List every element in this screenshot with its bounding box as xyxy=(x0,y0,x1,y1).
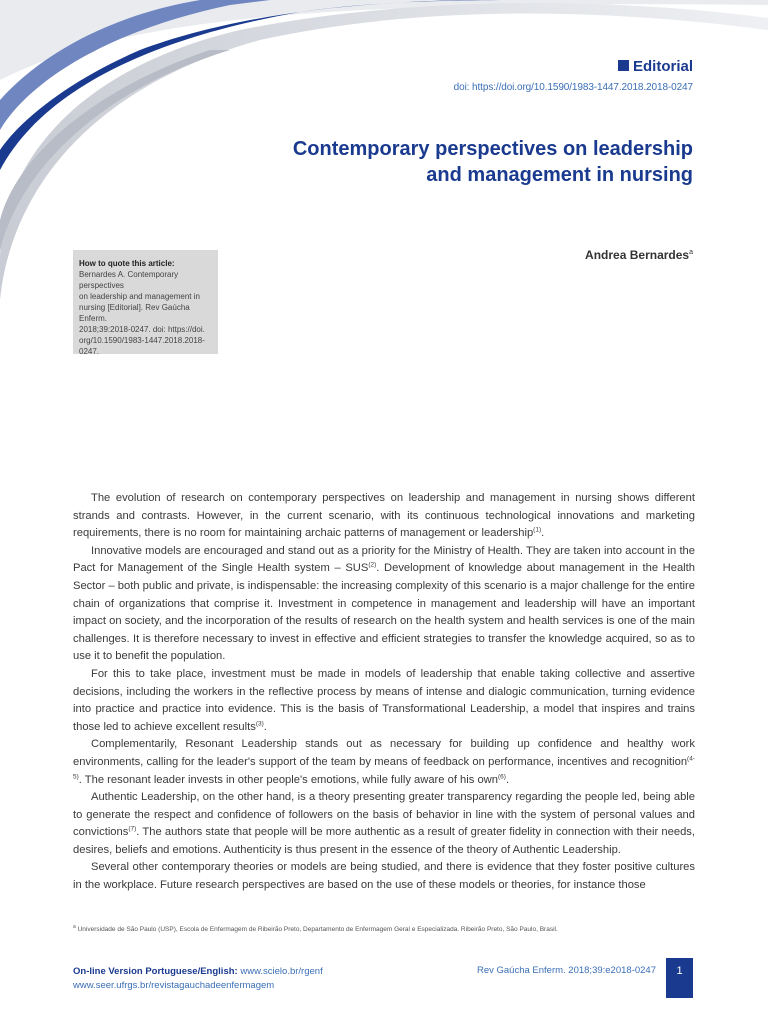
quote-line: org/10.1590/1983-1447.2018.2018- xyxy=(79,336,205,345)
author-mark: a xyxy=(689,249,693,256)
journal-citation: Rev Gaúcha Enferm. 2018;39:e2018-0247 xyxy=(476,965,656,976)
title-line-1: Contemporary perspectives on leadership xyxy=(292,138,693,160)
paragraph-text: The evolution of research on contemporary perspectives on leadership and management in nursing shows different strands and contrasts. However, in the current scenario, with its continuous technological innovations and marketing requirements, there is no room for maintaining archaic patterns of management or leadership xyxy=(73,492,695,540)
page-number: 1 xyxy=(666,958,693,998)
section-label-text: Editorial xyxy=(632,58,693,75)
paragraph-text: Authentic Leadership, on the other hand, is a theory presenting greater transparency regarding the people led, being able to generate the respect and confidence of followers on the basis of behavior in line with the system of personal values and convictions xyxy=(73,791,695,839)
paragraph-text: . The authors state that people will be more authentic as a result of greater fidelity in connection with their needs, desires, beliefs and emotions. Authenticity is thus present in the essence of the theory of Authentic Leadership. xyxy=(73,826,695,856)
paragraph-text: For this to take place, investment must be made in models of leadership that enable taking collective and assertive decisions, including the workers in the reflective process by means of intense and dialogic communication, turning evidence into practice and practice into evidence. This is the basis of Transformational Leadership, a model that inspires and trains those led to achieve excellent results xyxy=(73,667,695,733)
reference-marker: (3) xyxy=(255,719,264,727)
section-label xyxy=(618,58,693,75)
paragraph-text: . xyxy=(541,527,545,540)
paragraph-text: . The resonant leader invests in other people's emotions, while fully aware of his own xyxy=(78,773,498,786)
paragraph xyxy=(73,543,695,666)
paragraph-text: . Development of knowledge about management in the Health Sector – both public and private, is indispensable: the increasing complexity of this scenario is a major challenge for the entire chain of organizations that comprise it. Investment in competence in management and leadership will have an important impact on society, and the incorporation of the results of research on the health system and health services is one of the main challenges. It is therefore necessary to invest in effective and efficient strategies to transfer the knowledge acquired, so as to use it to benefit the population. xyxy=(73,562,695,663)
paragraph-text: Innovative models are encouraged and stand out as a priority for the Ministry of Health. They are taken into account in the Pact for Management of the Single Health system – SUS xyxy=(73,544,695,575)
quote-line: 0247. xyxy=(79,347,100,356)
paragraph xyxy=(73,490,695,543)
quote-line: on leadership and management in xyxy=(79,292,200,301)
title-line-2: and management in nursing xyxy=(426,164,693,186)
seer-link[interactable]: www.seer.ufrgs.br/revistagauchadeenfermagem xyxy=(73,980,275,991)
article-body xyxy=(73,490,695,895)
paragraph-text: Complementarily, Resonant Leadership stands out as necessary for building up confidence and healthy work environments, calling for the leader's support of the team by means of feedback on performance, incentives and recognition xyxy=(73,738,695,768)
quote-line: nursing [Editorial]. Rev Gaúcha Enferm. xyxy=(79,303,190,323)
section-square-icon xyxy=(618,60,629,71)
reference-marker: (4-5) xyxy=(73,755,695,780)
quote-heading: How to quote this article: xyxy=(79,259,175,268)
version-label: On-line Version Portuguese/English: xyxy=(73,966,238,977)
scielo-link[interactable]: www.scielo.br/rgenf xyxy=(240,966,323,977)
reference-marker: (1) xyxy=(533,526,542,534)
paragraph xyxy=(73,736,695,789)
quote-line: 2018;39:2018-0247. doi: https://doi. xyxy=(79,325,205,334)
paragraph xyxy=(73,789,695,859)
reference-marker: (7) xyxy=(128,825,137,833)
reference-marker: (2) xyxy=(368,561,377,569)
footnote-mark: a xyxy=(73,924,76,930)
paragraph-text: . xyxy=(263,720,267,733)
how-to-quote-box xyxy=(73,250,218,354)
doi-link[interactable]: doi: https://doi.org/10.1590/1983-1447.2018.2018-0247 xyxy=(453,82,693,93)
affiliation-footnote xyxy=(73,924,695,933)
footnote-text: Universidade de São Paulo (USP), Escola de Enfermagem de Ribeirão Preto, Departamento de Enfermagem Geral e Especializada. Ribeirão Preto, São Paulo, Brasil. xyxy=(77,926,558,934)
author-name: Andrea Bernardes xyxy=(585,248,690,262)
author xyxy=(585,248,693,262)
paragraph: Several other contemporary theories or models are being studied, and there is evidence that they foster positive cultures in the workplace. Future research perspectives are based on the use of these models or theories, for instance those xyxy=(73,861,695,892)
paragraph-text: . xyxy=(505,773,510,786)
quote-line: Bernardes A. Contemporary perspectives xyxy=(79,270,179,290)
reference-marker: (6) xyxy=(498,772,506,780)
paragraph xyxy=(73,666,695,736)
article-title xyxy=(213,136,693,188)
footer-links xyxy=(73,965,323,993)
